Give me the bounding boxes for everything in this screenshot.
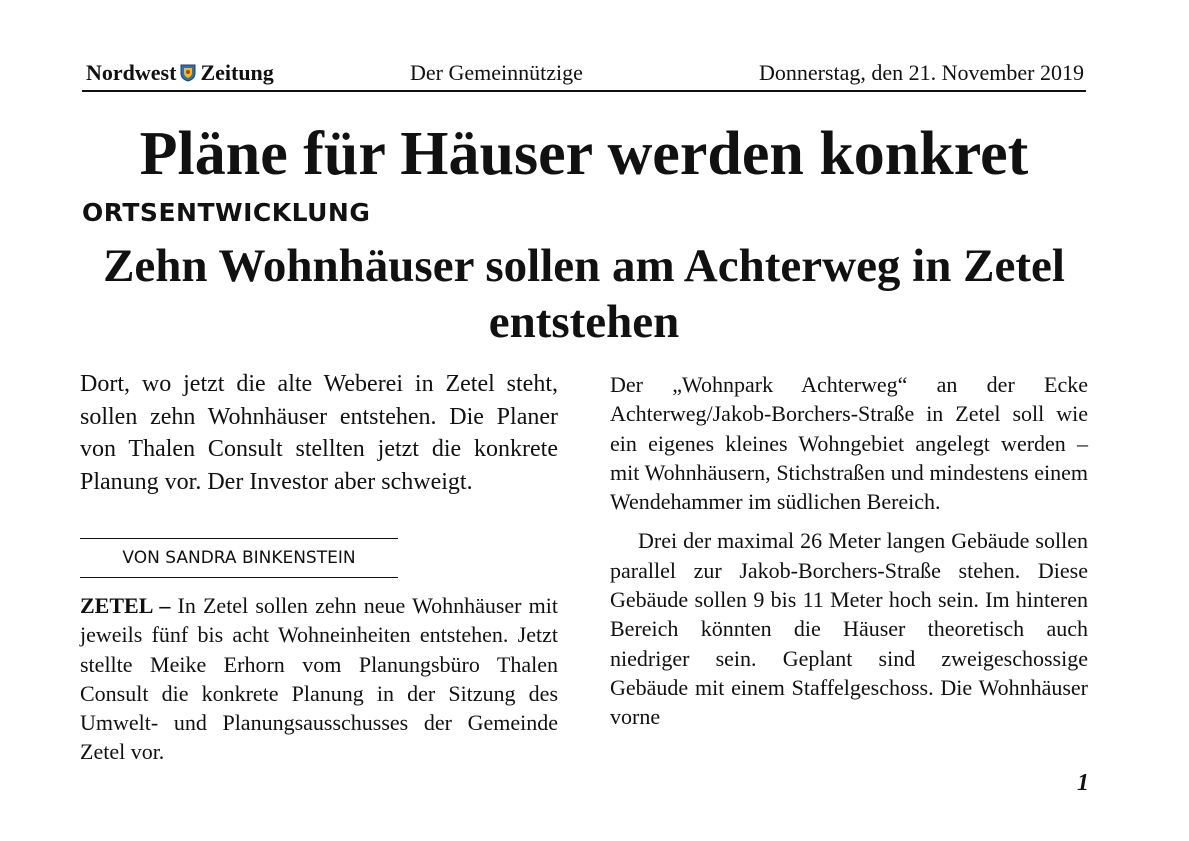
page-number: 1 — [1077, 770, 1089, 796]
body-column-left — [80, 591, 558, 767]
masthead-right: Zeitung — [200, 60, 274, 85]
body-left-text: In Zetel sollen zehn neue Wohnhäuser mit jeweils fünf bis acht Wohneinheiten entstehen. Jetzt stellte Meike Erhorn vom Planungsbüro Thalen Consult die konkrete Planung in der Sitzung des Umwelt- und Planungsausschusses der Gemeinde Zetel vor. — [80, 593, 558, 765]
article-lead: Dort, wo jetzt die alte Weberei in Zetel steht, sollen zehn Wohnhäuser entstehen. Die Planer von Thalen Consult stellten jetzt die konkrete Planung vor. Der Investor aber schweigt. — [80, 371, 558, 495]
body-column-right — [610, 370, 1088, 732]
article-subheadline: Zehn Wohnhäuser sollen am Achterweg in Zetel entstehen — [103, 240, 1065, 348]
dateline: ZETEL – — [80, 593, 171, 618]
article-byline: VON SANDRA BINKENSTEIN — [80, 538, 398, 578]
article-headline: Pläne für Häuser werden konkret — [139, 120, 1029, 188]
body-paragraph: Der „Wohnpark Achterweg“ an der Ecke Achterweg/Jakob-Borchers-Straße in Zetel soll wie ein eigenes kleines Wohngebiet angelegt werden – mit Wohnhäusern, Stichstraßen und mindestens einem Wendehammer im südlichen Bereich. — [610, 372, 1088, 515]
article-kicker: ORTSENTWICKLUNG — [82, 198, 371, 227]
body-paragraph: Drei der maximal 26 Meter langen Gebäude sollen parallel zur Jakob-Borchers-Straße stehen. Diese Gebäude sollen 9 bis 11 Meter hoch sein. Im hinteren Bereich könnten die Häuser theoretisch auch niedriger sein. Geplant sind zweigeschossige Gebäude mit einem Staffelgeschoss. Die Wohnhäuser vorne — [610, 528, 1088, 730]
coat-of-arms-icon — [180, 64, 196, 82]
section-title: Der Gemeinnützige — [410, 60, 583, 85]
issue-date: Donnerstag, den 21. November 2019 — [758, 60, 1084, 85]
page-header — [82, 56, 1086, 92]
newspaper-masthead — [86, 60, 274, 86]
masthead-left: Nordwest — [86, 60, 177, 85]
